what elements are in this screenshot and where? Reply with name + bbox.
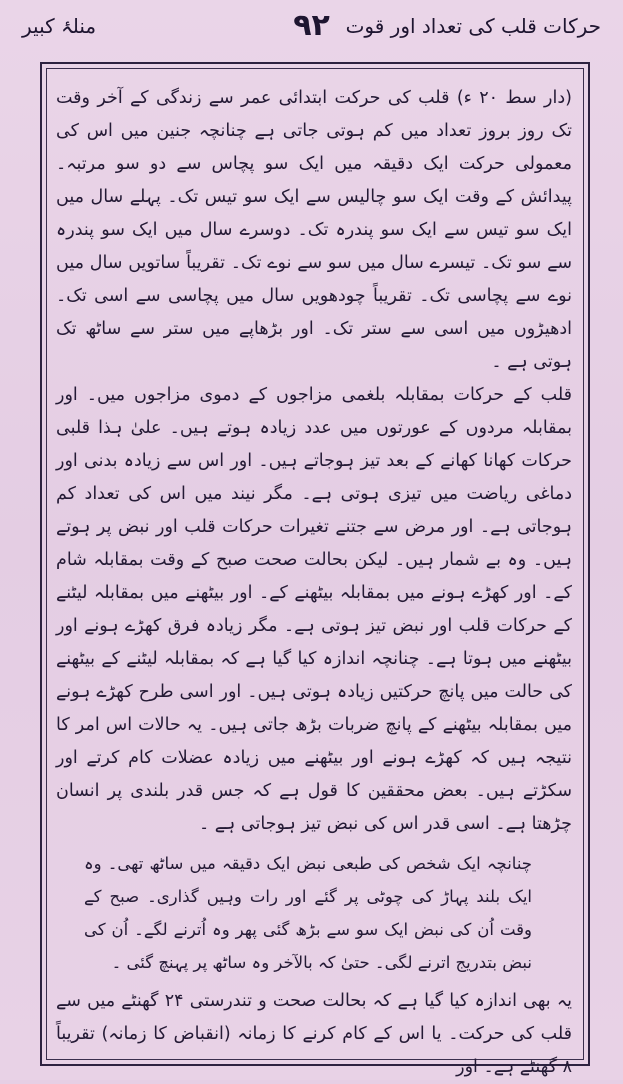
chapter-title: حرکات قلب کی تعداد اور قوت xyxy=(345,14,601,38)
paragraph-heart-work-period: یہ بھی اندازہ کیا گیا ہے کہ بحالت صحت و تندرستی ۲۴ گھنٹے میں سے قلب کی حرکت۔ یا اس کے کام کرنے کا زمانہ (انقباض کا زمانہ) تقریباً ۸ گھنٹے ہے۔ اور xyxy=(56,991,572,1077)
book-title: منلۂ کبیر xyxy=(22,14,97,38)
running-header xyxy=(14,8,609,62)
paragraph-mountain-example: چنانچہ ایک شخص کی طبعی نبض ایک دقیقہ میں ساٹھ تھی۔ وہ ایک بلند پہاڑ کی چوٹی پر گئے اور رات وہیں گذاری۔ صبح کے وقت اُن کی نبض ایک سو سے بڑھ گئی پھر وہ اُترنے لگے۔ اُن کی نبض بتدریج اترنے لگی۔ حتیٰ کہ بالآخر وہ ساٹھ پر پہنچ گئی ۔ xyxy=(84,854,532,972)
paragraph-heart-rate-factors: قلب کے حرکات بمقابلہ بلغمی مزاجوں کے دموی مزاجوں میں۔ اور بمقابلہ مردوں کے عورتوں میں عدد زیادہ ہوتے ہیں۔ علیٰ ہذا قلبی حرکات کھانا کھانے کے بعد تیز ہوجاتے ہیں۔ اور اس سے زیادہ بدنی اور دماغی ریاضت میں تیزی ہوتی ہے۔ مگر نیند میں اس کی تعداد کم ہوجاتی ہے۔ اور مرض سے جتنے تغیرات حرکات قلب اور نبض پر ہوتے ہیں۔ وہ بے شمار ہیں۔ لیکن بحالت صحت صبح کے وقت بمقابلہ شام کے۔ اور کھڑے ہونے میں بمقابلہ بیٹھنے کے۔ اور بیٹھنے میں بمقابلہ لیٹنے کے حرکات قلب اور نبض تیز ہوتی ہے۔ مگر زیادہ فرق کھڑے ہونے اور بیٹھنے میں ہوتا ہے۔ چنانچہ اندازہ کیا گیا ہے کہ بمقابلہ لیٹنے کے بیٹھنے کی حالت میں پانچ حرکتیں زیادہ ہوتی ہیں۔ اور اسی طرح کھڑے ہونے میں بمقابلہ بیٹھنے کے پانچ ضربات بڑھ جاتی ہیں۔ یہ حالات اس امر کا نتیجہ ہیں کہ کھڑے ہونے اور بیٹھنے میں زیادہ عضلات کام کرتے اور سکڑتے ہیں۔ بعض محققین کا قول ہے کہ جس قدر بلندی پر انسان چڑھتا ہے۔ اسی قدر اس کی نبض تیز ہوجاتی ہے ۔ xyxy=(56,385,572,834)
paragraph-heart-rate-by-age: (دار سط ۲۰ ء) قلب کی حرکت ابتدائی عمر سے زندگی کے آخر وقت تک روز بروز تعداد میں کم ہوتی جاتی ہے چنانچہ جنین میں اس کی معمولی حرکت ایک دقیقہ میں ایک سو پچاس سے دو سو مرتبہ۔ پیدائش کے وقت ایک سو چالیس سے ایک سو تیس تک۔ پہلے سال میں ایک سو تیس سے ایک سو پندرہ تک۔ دوسرے سال میں ایک سو پندرہ سے سو تک۔ تیسرے سال میں سو سے نوے تک۔ تقریباً ساتویں سال میں نوے سے پچاسی تک۔ تقریباً چودھویں سال میں پچاسی سے اسی تک۔ ادھیڑوں میں اسی سے ستر تک۔ اور بڑھاپے میں ستر سے ساٹھ تک ہوتی ہے ۔ xyxy=(56,88,572,372)
page-number: ۹۲ xyxy=(293,8,330,43)
body-text xyxy=(56,82,572,1084)
